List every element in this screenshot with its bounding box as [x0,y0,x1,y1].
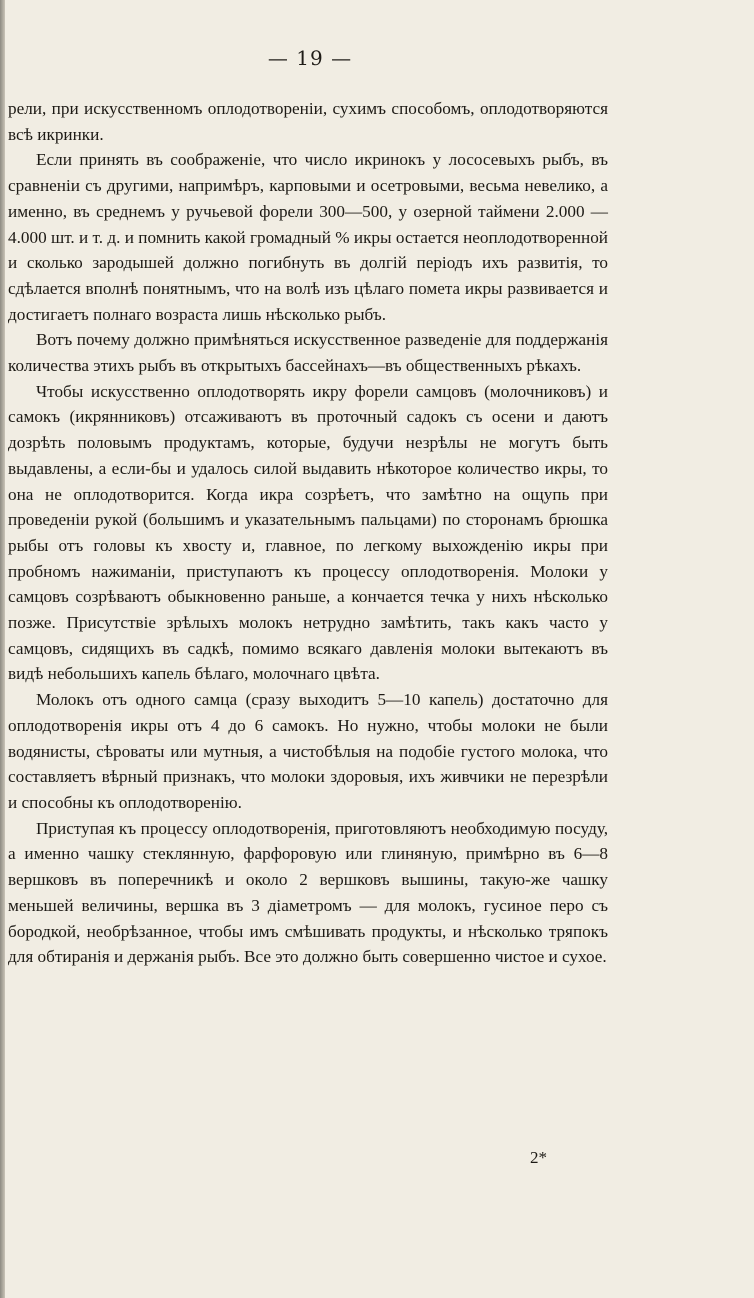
body-text [8,96,608,970]
paragraph: Приступая къ процессу оплодотворенія, приготовляютъ необходимую посуду, а именно чашку стеклянную, фарфоровую или глиняную, примѣрно въ 6—8 вершковъ въ поперечникѣ и около 2 вершковъ вышины, такую-же чашку меньшей величины, вершка въ 3 діаметромъ — для молокъ, гусиное перо съ бородкой, необрѣзанное, чтобы имъ смѣшивать продукты, и нѣсколько тряпокъ для обтиранія и держанія рыбъ. Все это должно быть совершенно чистое и сухое. [8,818,608,967]
paragraph: Молокъ отъ одного самца (сразу выходитъ 5—10 капель) достаточно для оплодотворенія икры отъ 4 до 6 самокъ. Но нужно, чтобы молоки не были водянисты, сѣроваты или мутныя, а чистобѣлыя на подобіе густого молока, что составляетъ вѣрный признакъ, что молоки здоровыя, ихъ живчики не перезрѣли и способны къ оплодотворенію. [8,690,608,812]
page-number: — 19 — [267,46,353,70]
paragraph: Вотъ почему должно примѣняться искусственное разведеніе для поддержанія количества этихъ рыбъ въ открытыхъ бассейнахъ—въ общественныхъ рѣкахъ. [8,330,608,376]
paragraph: Если принять въ соображеніе, что число икринокъ у лососевыхъ рыбъ, въ сравненіи съ другими, напримѣръ, карповыми и осетровыми, весьма невелико, а именно, въ среднемъ у ручьевой форели 300—500, у озерной таймени 2.000 — 4.000 шт. и т. д. и помнить какой громадный % икры остается неоплодотворенной и сколько зародышей должно погибнуть въ долгій періодъ ихъ развитія, то сдѣлается вполнѣ понятнымъ, что на волѣ изъ цѣлаго помета икры развивается и достигаетъ полнаго возраста лишь нѣсколько рыбъ. [8,150,608,324]
paragraph: рели, при искусственномъ оплодотвореніи, сухимъ способомъ, оплодотворяются всѣ икринки. [8,99,608,144]
page-spine-shadow [0,0,5,1298]
signature-mark: 2* [530,1148,547,1167]
paragraph: Чтобы искусственно оплодотворять икру форели самцовъ (молочниковъ) и самокъ (икрянниковъ) отсаживаютъ въ проточный садокъ съ осени и даютъ дозрѣть половымъ продуктамъ, которые, будучи незрѣлы не могутъ быть выдавлены, а если-бы и удалось силой выдавить нѣкоторое количество икры, то она не оплодотворится. Когда икра созрѣетъ, что замѣтно на ощупь при проведеніи рукой (большимъ и указательнымъ пальцами) по сторонамъ брюшка рыбы отъ головы къ хвосту и, главное, по легкому выхожденію икры при пробномъ нажиманіи, приступаютъ къ процессу оплодотворенія. Молоки у самцовъ созрѣваютъ обыкновенно раньше, а кончается течка у нихъ нѣсколько позже. Присутствіе зрѣлыхъ молокъ нетрудно замѣтить, такъ какъ часто у самцовъ, сидящихъ въ садкѣ, помимо всякаго давленія молоки вытекаютъ въ видѣ небольшихъ капель бѣлаго, молочнаго цвѣта. [8,381,608,684]
